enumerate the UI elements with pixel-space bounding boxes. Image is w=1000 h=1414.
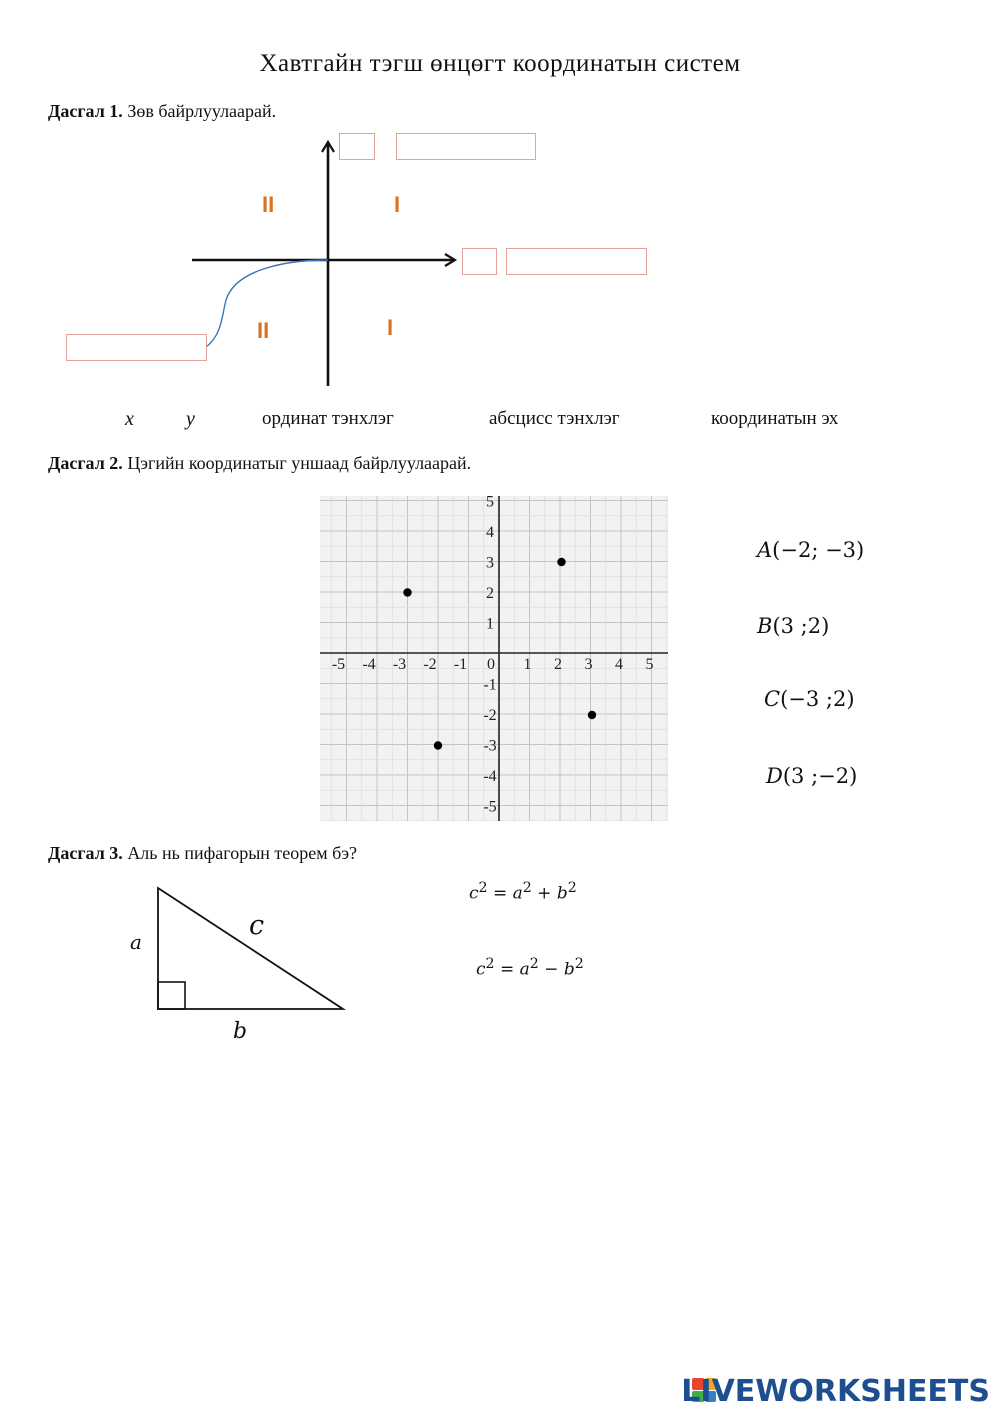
formula-2-c: c	[476, 959, 486, 980]
word-bank-ordinate-axis[interactable]: ординат тэнхлэг	[262, 408, 394, 429]
quadrant-label-bottom-right: I	[387, 315, 394, 340]
side-label-a: a	[130, 930, 142, 954]
y-tick-label: -5	[483, 798, 497, 816]
y-tick-label: -2	[483, 707, 497, 724]
formula-1-eq: =	[487, 883, 513, 904]
formula-2-a-exp: 2	[529, 956, 539, 972]
point-d-coords: (3 ;−2)	[782, 764, 858, 788]
quadrant-label-top-left: II	[262, 192, 275, 217]
formula-1-b-exp: 2	[567, 880, 577, 896]
formula-2-op: −	[538, 959, 564, 980]
exercise-2-label: Дасгал 2.	[48, 453, 123, 473]
y-tick-label: 3	[486, 554, 494, 572]
formula-1-op: +	[531, 883, 557, 904]
quadrant-label-top-right: I	[394, 192, 401, 217]
formula-1-c-exp: 2	[478, 880, 488, 896]
formula-1-c: c	[469, 883, 479, 904]
x-tick-label: 4	[615, 656, 623, 673]
formula-2-b: b	[563, 959, 575, 980]
y-tick-label: 4	[486, 524, 494, 541]
point-d-name: D	[766, 764, 783, 788]
quadrant-label-bottom-left: II	[257, 318, 270, 343]
formula-2-a: a	[519, 959, 530, 980]
x-tick-label: -4	[362, 656, 376, 673]
formula-2-eq: =	[494, 959, 520, 980]
word-bank-origin[interactable]: координатын эх	[711, 408, 839, 429]
x-tick-label: -1	[453, 656, 468, 673]
page-title: Хавтгайн тэгш өнцөгт координатын систем	[259, 50, 741, 77]
word-bank-x[interactable]: x	[125, 408, 134, 430]
liveworksheets-brand: LIVEWORKSHEETS	[681, 1374, 990, 1409]
y-tick-label: 1	[486, 615, 494, 633]
x-tick-label: -3	[392, 656, 407, 673]
x-tick-label: 5	[645, 656, 654, 673]
x-tick-label: 0	[487, 656, 495, 673]
point-a-name: A	[757, 538, 773, 562]
y-tick-label: 2	[486, 585, 494, 602]
y-tick-label: -1	[483, 676, 497, 694]
point-a-coords: (−2; −3)	[772, 538, 865, 562]
point-c-name: C	[764, 687, 781, 711]
side-label-c: c	[249, 910, 265, 941]
formula-2-b-exp: 2	[574, 956, 584, 972]
point-b-name: B	[757, 614, 773, 638]
y-tick-label: -4	[483, 768, 497, 785]
formula-1-a-exp: 2	[522, 880, 532, 896]
word-bank-y[interactable]: y	[186, 408, 195, 430]
right-angle-marker	[158, 982, 185, 1009]
word-bank-abscissa-axis[interactable]: абсцисс тэнхлэг	[489, 408, 620, 429]
exercise-1-label: Дасгал 1.	[48, 101, 123, 121]
formula-2-c-exp: 2	[485, 956, 495, 972]
exercise-3-label: Дасгал 3.	[48, 843, 123, 863]
exercise-2-instruction: Цэгийн координатыг уншаад байрлуулаарай.	[127, 453, 472, 473]
side-label-b: b	[233, 1019, 248, 1044]
formula-option-2[interactable]	[476, 956, 584, 980]
formula-option-1[interactable]	[469, 880, 577, 904]
x-tick-label: 2	[554, 656, 562, 673]
exercise-3-instruction: Аль нь пифагорын теорем бэ?	[127, 843, 358, 863]
x-tick-label: 1	[523, 656, 532, 673]
point-c-coords: (−3 ;2)	[780, 687, 855, 711]
x-tick-label: 3	[584, 656, 593, 673]
x-tick-label: -5	[331, 656, 346, 673]
formula-1-b: b	[556, 883, 568, 904]
y-tick-label: 5	[486, 496, 494, 511]
formula-1-a: a	[512, 883, 523, 904]
exercise-1-instruction: Зөв байрлуулаарай.	[127, 101, 277, 121]
x-tick-label: -2	[423, 656, 437, 673]
y-tick-label: -3	[483, 737, 497, 755]
point-b-coords: (3 ;2)	[772, 614, 830, 638]
